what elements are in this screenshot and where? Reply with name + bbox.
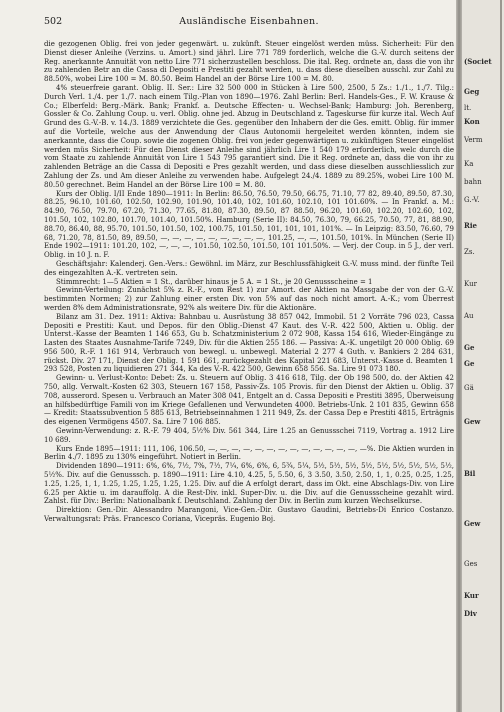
next-page-fragment: (Societ: [464, 57, 492, 66]
next-page-fragment: Kon: [464, 117, 480, 126]
next-page-fragment: Ge: [464, 359, 475, 368]
next-page-fragment: Div: [464, 609, 477, 618]
page-header: [44, 15, 454, 29]
next-page-fragment: Verm: [464, 136, 483, 144]
next-page-fragment: Kur: [464, 591, 479, 600]
next-page-fragment: Bil: [464, 469, 476, 478]
next-page-fragment: Ka: [464, 160, 474, 168]
next-page-fragment: lt.: [464, 104, 472, 112]
next-page-fragment: bahn: [464, 178, 482, 186]
paragraph-management: Direktion: Gen.-Dir. Alessandro Marangoni, Vice-Gen.-Dir. Gustavo Gaudini, Betriebs-Di Enrico Costanzo. Verwaltungsrat: Präs. Francesco Coriana, Vicepräs. Eugenio Boj.: [44, 506, 454, 524]
page-edge: [500, 0, 502, 712]
paragraph-dividends: Dividenden 1890—1911: 6%, 6%, 7½, 7%, 7½, 7¼, 6%, 6%, 6, 5¾, 5¼, 5½, 5½, 5½, 5½, 5½, 5½, 5½, 5½, 5½, 5½%. Div. auf die Genusssch. p. 1890—1911: Lire 4.10, 4.25, 5, 5.50, 6, 3 3.50, 3.50, 2.50, 1, 1, 0.25, 0.25, 1.25, 1.25, 1.25, 1, 1, 1.25, 1.25, 1.25, 1.25, 1.25. Div. auf die A erfolgt derart, dass im Okt. eine Abschlags-Div. von Lire 6.25 per Aktie u. im darauffolg. A die Rest-Div. inkl. Super-Div. u. die Div. auf die Genussscheine gezahlt wird. Zahlst. für Div.: Berlin: Nationalbank f. Deutschland. Zahlung der Div. in Berlin zum kurzen Wechselkurse.: [44, 462, 454, 506]
next-page-fragment: Au: [464, 312, 474, 320]
running-title: Ausländische Eisenbahnen.: [179, 16, 319, 27]
paragraph-bonds-series-2: 4% steuerfreie garant. Oblig. II. Ser.: Lire 32 500 000 in Stücken à Lire 500, 2500, 5 Zs.: 1./1., 1./7. Tilg.: Durch Verl. 1./4. per 1./7. nach einem Tilg.-Plan von 1890—1976. Zahl Berlin: Berl. Handels-Ges., F. W. Krause & Co.; Elberfeld: Berg.-Märk. Bank; Frankf. a. Deutsche Effecten- u. Wechsel-Bank; Hamburg: Joh. Berenberg, Gossler & Co. Zahlung Coup. u. verl. Oblig. ohne jed. Abzug in Deutschland z. Tageskurse für kurze ital. Wech Auf Grund des G.-V.-B. v. 14./3. 1889 verzichtete die Ges. gegenüber den Inhabern der die Ges. emitt. Oblig. für immer auf die Vorteile, welche aus der Anwendung der Claus Autonomii hergeleitet werden könnten, indem sie anerkannte, dass die Coup. sowie die zogenen Oblig. frei von jeder gegenwärtigen u. zukünftigen Steuer eingelöst werden müs Sicherheit: Für den Dienst dieser Anleihe sind jährlich Lire 1 540 179 erforderlich, welc durch die vom Staate zu zahlende Annuität von Lire 1 543 795 garantiert sind. Die it Reg. ordnete an, dass die von ihr zu zahlenden Beträge an die Cassa di Depositi e Pres gezahlt werden, und dass diese dieselben ausschliesslich zur Zahlung der Zs. und Am dieser Anleihe zu verwenden habe. Aufgelegt 24./4. 1889 zu 89.25%, wobei Lire 100 M. 80.50 gerechnet. Beim Handel an der Börse Lire 100 = M. 80.: [44, 83, 454, 189]
paragraph-profit-distribution: Gewinn-Verteilung: Zunächst 5% z. R.-F., vom Rest 1) zur Amort. der Aktien na Massgabe der von der G.-V. bestimmten Normen; 2) zur Zahlung einer ersten Div. von 5% auf das noch nicht amort. A.-K.; vom Überrest werden 8% dem Administrationsrate, 92% als weitere Div. für die Aktionäre.: [44, 286, 454, 312]
paragraph-share-price: Kurs Ende 1895—1911: 111, 106, 106.50, —, —, —, —, —, —, —, —, —, —, —, —, —, —%. Die Aktien wurden in Berlin 4./7. 1895 zu 130% eingeführt. Notiert in Berlin.: [44, 444, 454, 462]
next-page-fragment: Ges: [464, 560, 478, 568]
page-number: 502: [44, 16, 63, 27]
paragraph-profit-use: Gewinn-Verwendung: z. R.-F. 79 404, 5½% Div. 561 344, Lire 1.25 an Genussschei 7119, Vortrag a. 1912 Lire 10 689.: [44, 427, 454, 444]
paragraph-security-intro: die gezogenen Oblig. frei von jeder gegenwärt. u. zukünft. Steuer eingelöst werden müss. Sicherheit: Für den Dienst dieser Anleihe (Verzins. u. Amort.) sind jährl. Lire 771 789 forderlich, welche die G.-V. durch seitens der Reg. anerkannte Annuität von netto Lire 771 sicherzustellen beschloss. Die ital. Reg. ordnete an, dass die von ihr zu zahlenden Betr an die Cassa di Depositi e Prestiti gezahlt werden, u. dass diese dieselben ausschl. zur Zahl zu 88.50%, wobei Lire 100 = M. 80.50. Beim Handel an der Börse Lire 100 = M. 80.: [44, 40, 454, 84]
paragraph-bond-prices: Kurs der Oblig. I/II Ende 1890—1911: In Berlin: 86.50, 76.50, 79.50, 66.75, 71.10, 77 82, 89.40, 89.50, 87.30, 88.25, 96.10, 101.60, 102.50, 102.90, 101.90, 101.40, 102, 101.60, 102.10, 101 101.60%. — In Frankf. a. M.: 84.90, 76.50, 79.70, 67.20, 71.30, 77.65, 81.80, 87.30, 89.50, 87 88.50, 96.20, 101.60, 102.20, 102.60, 102, 101.50, 102, 102.80, 101.70, 101.40, 101.50%. Hamburg (Serie II): 84.50, 76.30, 79, 66.25, 70.50, 77, 81, 88.90, 88.70, 86.40, 88, 95.70, 101.50, 101.50, 102, 100.75, 101.50, 101, 101, 101, 101%. — In Leipzig: 83.50, 76.60, 79 68, 71.20, 78, 81.50, 89, 89.50, —, —, —, —, —, —, —, —, —, 101.25, —, —, 101.50, 101%. In München (Serie II) Ende 1902—1911: 101.20, 102, —, —, —, 101.50, 102.50, 101.50, 101 101.50%. — Verj. der Coup. in 5 J., der verl. Oblig. in 10 J. n. F.: [44, 189, 454, 260]
next-page-fragment: Rie: [464, 221, 477, 230]
paragraph-profit-loss: Gewinn- u. Verlust-Konto: Debet: Zs. u. Steuern auf Oblig. 3 416 618, Tilg. der Ob 198 500, do. der Aktien 42 750, allg. Verwalt.-Kosten 62 303, Steuern 167 158, Passiv-Zs. 105 Provis. für den Dienst der Aktien u. Oblig. 37 708, ausserord. Spesen u. Verbrauch an Mater 308 041, Entgelt an d. Cassa Depositi e Prestiti 3895, Überweisung an hilfsbedürftige Famili von im Kriege Gefallenen und Verwundeten 4000. Betriebs-Unk. 2 101 835, Gewinn 658 — Kredit: Staatssubvention 5 885 613, Betriebseinnahmen 1 211 949, Zs. der Cassa Dep e Prestiti 4815, Erträgnis des eigenen Vermögens 4507. Sa. Lire 7 106 885.: [44, 374, 454, 427]
next-page-fragment: Geg: [464, 87, 480, 96]
next-page-fragment: Gew: [464, 417, 481, 426]
paragraph-voting-rights: Stimmrecht: 1—5 Aktien = 1 St., darüber hinaus je 5 A. = 1 St., je 20 Genussscheine = 1: [56, 277, 373, 286]
next-page-fragment: Ge: [464, 343, 475, 352]
paragraph-balance-sheet: Bilanz am 31. Dez. 1911: Aktiva: Bahnbau u. Ausrüstung 38 857 042, Immobil. 51 2 Vorräte 796 023, Cassa Depositi e Prestiti: Kaut. und Depos. für den Oblig.-Dienst 47 Kaut. des V.-R. 422 500, Aktien u. Oblig. der Unterst.-Kasse der Beamten 1 146 653, Gu b. Schatzministerium 2 072 908, Kassa 154 616, Wieder-Eingänge zu Lasten des Staates Ausnahme-Tarife 7249, Div. für die Aktien 255 186. — Passiva: A.-K. ungetilgt 20 000 Oblig. 69 956 500, R.-F. 1 161 914, Verbrauch von bewegl. u. unbewegl. Material 2 277 4 Guth. v. Bankiers 2 284 631, rückst. Div. 27 171, Dienst der Oblig. 1 591 661, zurückgezahlt des Kapital 221 683, Unterst.-Kasse d. Beamten 1 293 528, Posten zu liquidieren 271 344, Ka des V.-R. 422 500, Gewinn 658 556. Sa. Lire 91 073 180.: [44, 312, 454, 374]
paragraph-fiscal-year: Geschäftsjahr: Kalenderj. Gen.-Vers.: Gewöhnl. im März, zur Beschlussfähigkeit G.-V. muss mind. der fünfte Teil des eingezahlten A.-K. vertreten sein.: [44, 259, 454, 277]
next-page-fragment: Kur: [464, 280, 477, 288]
next-page-fragment: Zs.: [464, 248, 475, 256]
next-page-fragment: Gä: [464, 384, 474, 392]
page-body: [44, 40, 454, 524]
next-page-fragment: G.-V.: [464, 196, 480, 204]
next-page-fragment: Gew: [464, 519, 481, 528]
next-page-sliver: [462, 0, 504, 712]
